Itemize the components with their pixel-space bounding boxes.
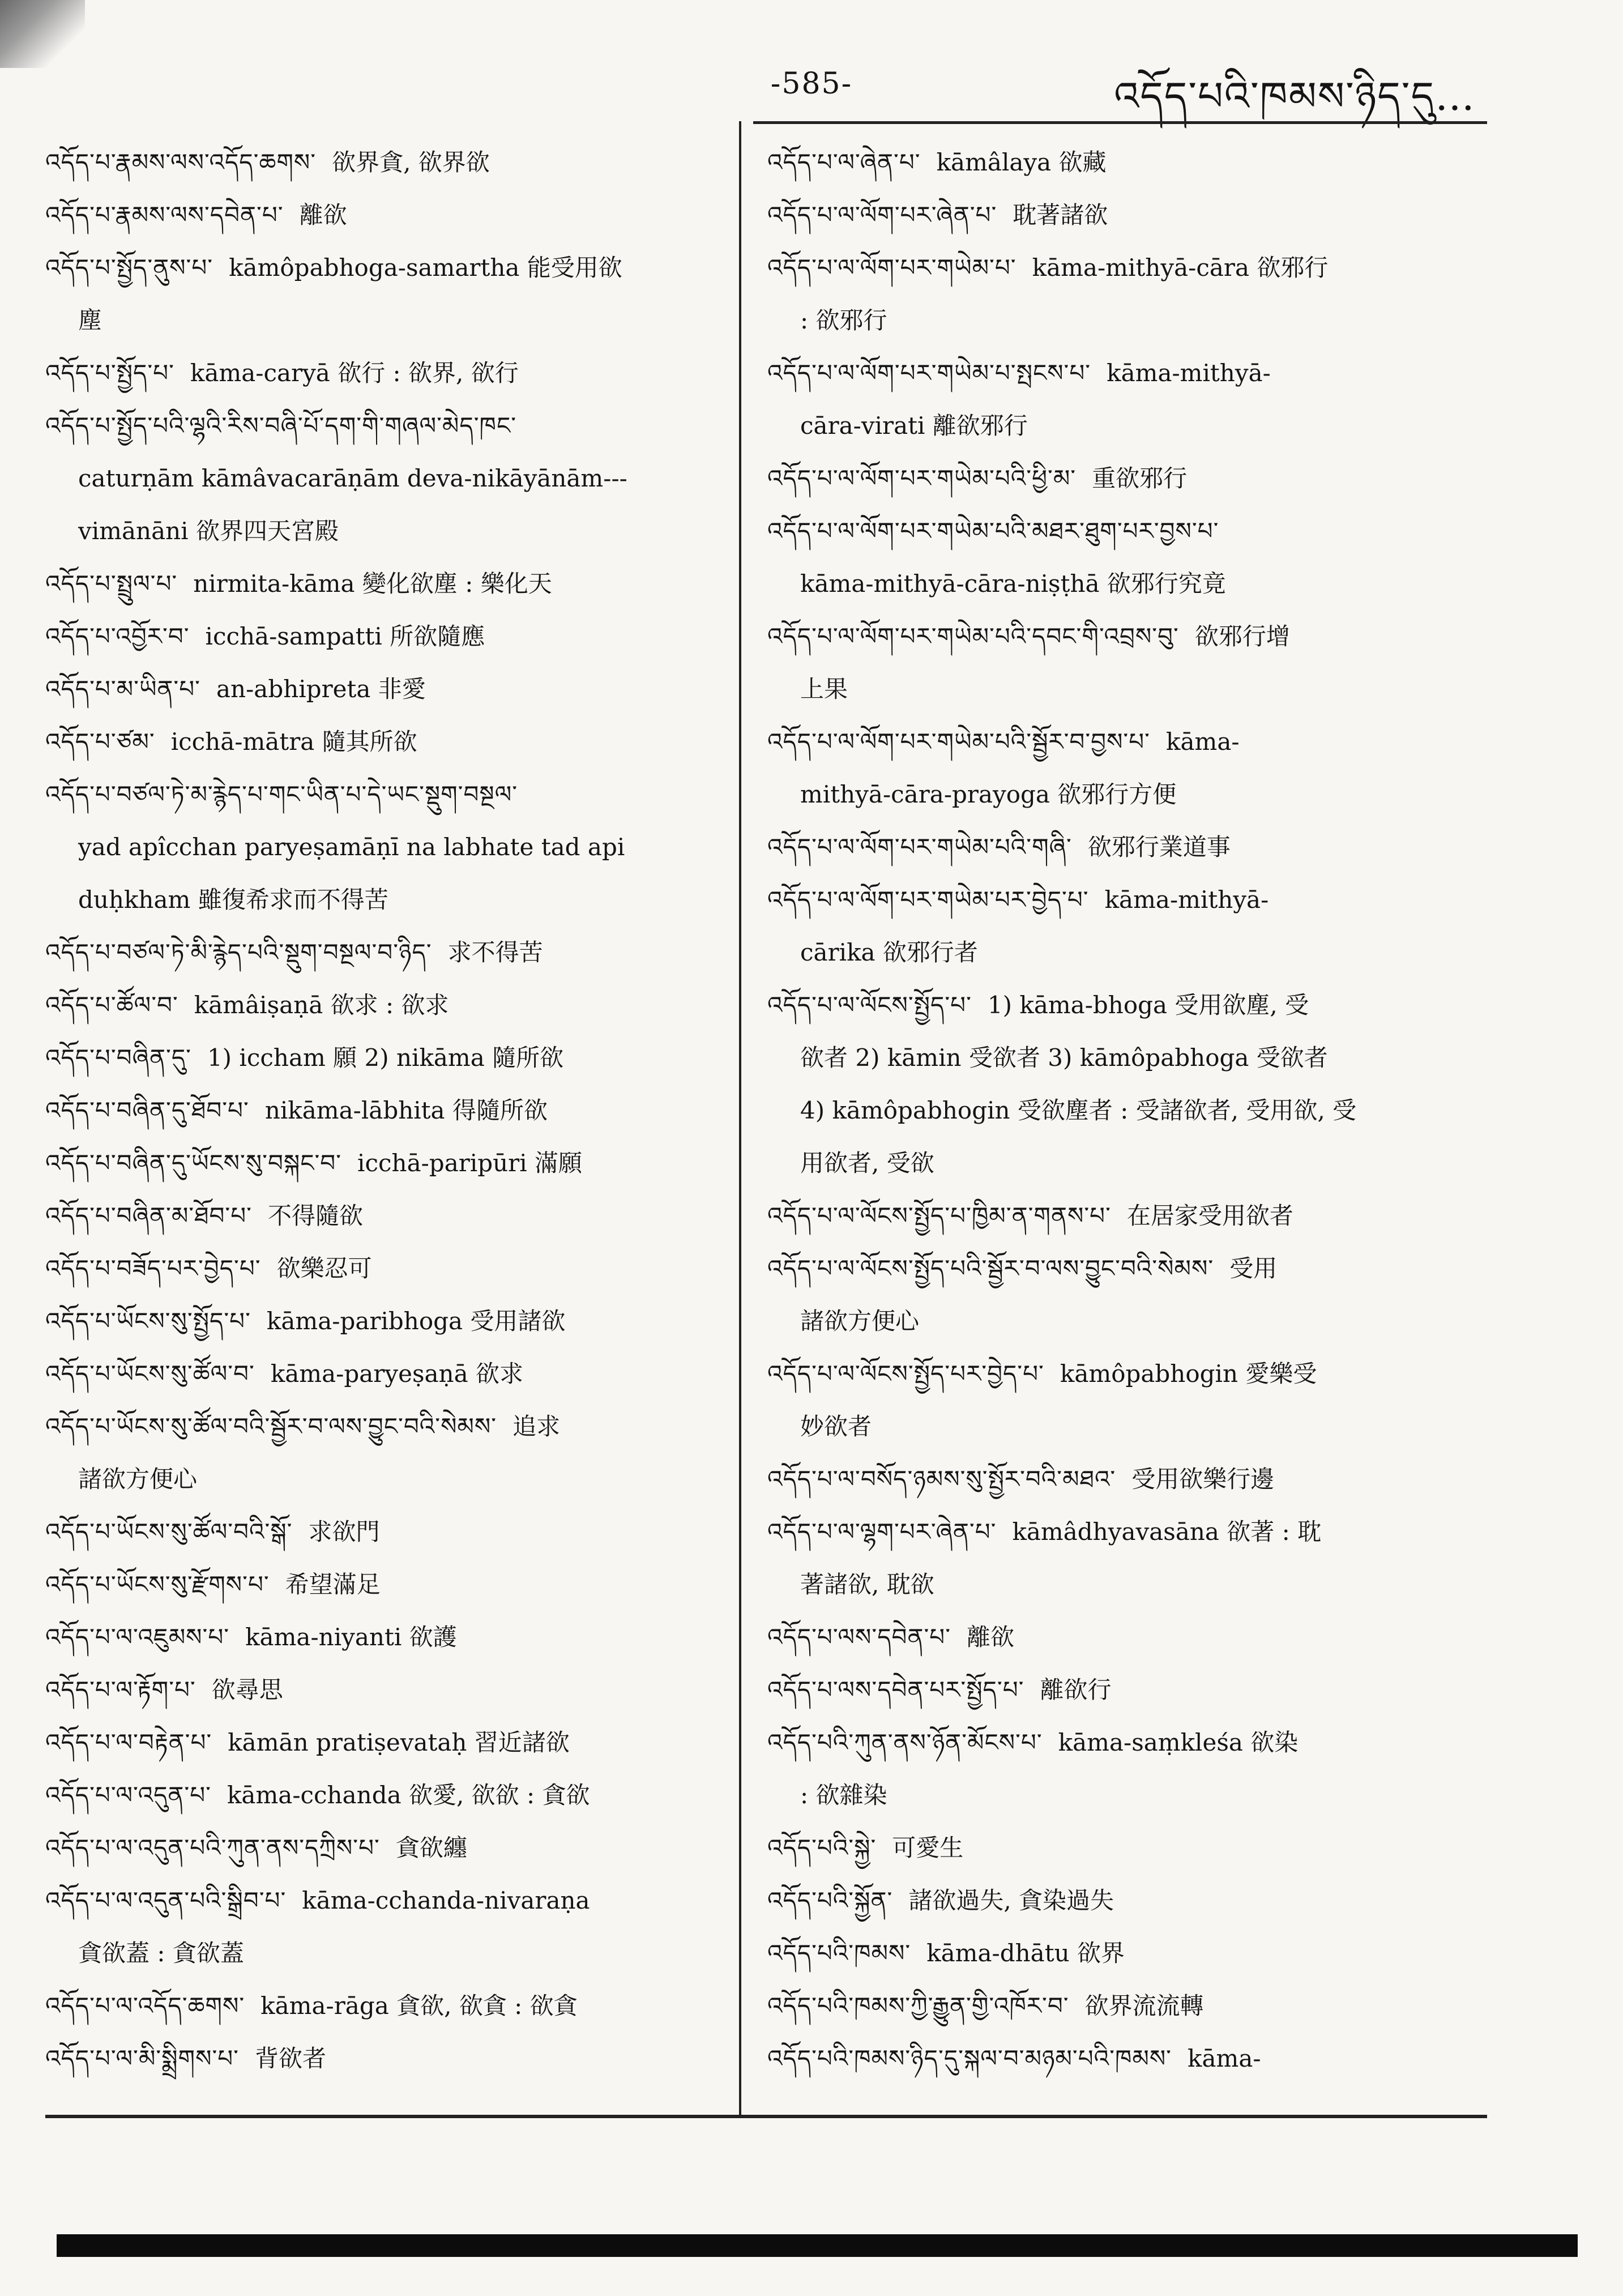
dictionary-entry — [45, 136, 725, 189]
dictionary-entry — [45, 1611, 725, 1663]
tibetan-headword: འདོད་པ་ལས་དབེན་པ་ — [767, 1623, 951, 1651]
dictionary-entry — [767, 1242, 1464, 1295]
entry-definition: icchā-paripūri 滿願 — [357, 1149, 583, 1177]
entry-definition: 求不得苦 — [447, 938, 543, 966]
tibetan-headword: འདོད་པ་བཟོད་པར་བྱེད་པ་ — [45, 1254, 261, 1282]
dictionary-entry — [45, 1400, 725, 1453]
entry-continuation-line — [767, 294, 1464, 347]
dictionary-entry — [45, 1716, 725, 1769]
dictionary-entry — [767, 873, 1464, 926]
tibetan-headword: འདོད་པ་ཡོངས་སུ་ཚོལ་བ་ — [45, 1360, 255, 1388]
tibetan-headword: འདོད་པའི་ཁམས་ཉིད་དུ་སྐལ་བ་མཉམ་པའི་ཁམས་ — [767, 2045, 1172, 2072]
tibetan-headword: འདོད་པའི་ཁམས་ — [767, 1939, 911, 1967]
tibetan-headword: འདོད་པ་སྤྲུལ་པ་ — [45, 570, 178, 598]
dictionary-entry — [767, 1505, 1464, 1558]
entry-definition: kāma-dhātu 欲界 — [926, 1939, 1125, 1967]
dictionary-entry — [45, 1031, 725, 1084]
tibetan-headword: འདོད་པ་ལ་ལོངས་སྤྱོད་པའི་སྦྱོར་བ་ལས་བྱུང་བའི་སེམས་ — [767, 1254, 1214, 1282]
dictionary-entry — [767, 189, 1464, 241]
dictionary-entry — [767, 715, 1464, 768]
tibetan-headword: འདོད་པ་བཞིན་དུ་ — [45, 1044, 191, 1072]
tibetan-headword: འདོད་པ་ལ་ལོངས་སྤྱོད་པར་བྱེད་པ་ — [767, 1360, 1044, 1388]
header-rule — [753, 121, 1487, 124]
dictionary-entry — [45, 1874, 725, 1927]
entry-definition: kāma-paribhoga 受用諸欲 — [266, 1307, 566, 1335]
entry-definition: an-abhipreta 非愛 — [216, 675, 426, 703]
dictionary-entry — [45, 926, 725, 979]
tibetan-headword: འདོད་པ་བཞིན་དུ་ཡོངས་སུ་བསྐང་བ་ — [45, 1149, 342, 1177]
dictionary-entry — [767, 610, 1464, 663]
dictionary-entry — [767, 1611, 1464, 1663]
tibetan-headword: འདོད་པ་ལ་བསོད་ཉམས་སུ་སྤྱོར་བའི་མཐའ་ — [767, 1465, 1116, 1493]
tibetan-headword: འདོད་པའི་སྐྱེ་ — [767, 1834, 877, 1862]
entry-definition: 欲界流流轉 — [1084, 1992, 1204, 2020]
dictionary-entry — [767, 505, 1464, 557]
dictionary-entry — [767, 1979, 1464, 2032]
entry-definition: : 欲邪行 — [800, 306, 887, 334]
entry-definition: kāma- — [1188, 2045, 1261, 2072]
entry-definition: caturṇām kāmâvacarāṇām deva-nikāyānām--- — [78, 464, 627, 492]
entry-continuation-line — [767, 1031, 1464, 1084]
running-head: འདོད་པའི་ཁམས་ཉིད་དུ… — [1114, 73, 1476, 120]
tibetan-headword: འདོད་པ་མ་ཡིན་པ་ — [45, 675, 200, 703]
entry-definition: : 欲雜染 — [800, 1781, 887, 1809]
entry-continuation-line — [767, 1769, 1464, 1821]
tibetan-headword: འདོད་པ་ལ་ལོངས་སྤྱོད་པ་ཁྱིམ་ན་གནས་པ་ — [767, 1202, 1111, 1230]
entry-continuation-line — [45, 873, 725, 926]
entry-definition: 貪欲纏 — [395, 1834, 467, 1862]
entry-definition: 欲邪行業道事 — [1087, 833, 1231, 861]
dictionary-entry — [45, 1821, 725, 1874]
entry-definition: 欲邪行增 — [1194, 622, 1290, 650]
entry-definition: 在居家受用欲者 — [1126, 1202, 1293, 1230]
tibetan-headword: འདོད་པ་ལ་ལོག་པར་གཡེམ་པའི་སྦྱོར་བ་བྱས་པ་ — [767, 728, 1150, 756]
entry-definition: 上果 — [800, 675, 848, 703]
scan-shadow — [0, 0, 85, 68]
entry-definition: nirmita-kāma 變化欲塵 : 樂化天 — [193, 570, 552, 598]
dictionary-entry — [45, 1295, 725, 1347]
dictionary-entry — [45, 1137, 725, 1189]
entry-definition: 欲界貪, 欲界欲 — [332, 148, 490, 176]
entry-definition: 離欲 — [299, 201, 347, 229]
entry-definition: kāma-cchanda 欲愛, 欲欲 : 貪欲 — [227, 1781, 590, 1809]
entry-definition: kāma-paryeṣaṇā 欲求 — [270, 1360, 523, 1388]
tibetan-headword: འདོད་པ་ལ་ཞེན་པ་ — [767, 148, 921, 176]
dictionary-entry — [767, 821, 1464, 873]
entry-definition: 受用欲樂行邊 — [1131, 1465, 1275, 1493]
dictionary-entry — [767, 2032, 1464, 2085]
dictionary-entry — [767, 1927, 1464, 1979]
entry-definition: 可愛生 — [892, 1834, 964, 1862]
entry-continuation-line — [767, 663, 1464, 715]
tibetan-headword: འདོད་པ་ལ་ལོག་པར་གཡེམ་པ་ — [767, 254, 1016, 281]
dictionary-entry — [767, 1453, 1464, 1505]
dictionary-entry — [45, 241, 725, 294]
dictionary-entry — [45, 1558, 725, 1611]
dictionary-entry — [767, 347, 1464, 399]
entry-definition: 諸欲方便心 — [800, 1307, 920, 1335]
tibetan-headword: འདོད་པ་ལ་ལོག་པར་གཡེམ་པའི་དབང་གི་འབྲས་བུ་ — [767, 622, 1179, 650]
entry-definition: 不得隨欲 — [267, 1202, 363, 1230]
dictionary-entry — [45, 979, 725, 1031]
entry-definition: vimānāni 欲界四天宮殿 — [78, 517, 339, 545]
entry-definition: kāma- — [1166, 728, 1240, 756]
tibetan-headword: འདོད་པ་ལ་ལོག་པར་གཡེམ་པ་སྤངས་པ་ — [767, 359, 1091, 387]
dictionary-entry — [767, 241, 1464, 294]
entry-definition: kāmān pratiṣevataḥ 習近諸欲 — [228, 1729, 570, 1756]
entry-definition: kāma-caryā 欲行 : 欲界, 欲行 — [190, 359, 519, 387]
entry-definition: 欲尋思 — [211, 1676, 283, 1704]
entry-definition: kāma-mithyā-cāra 欲邪行 — [1032, 254, 1329, 281]
tibetan-headword: འདོད་པ་ཡོངས་སུ་ཚོལ་བའི་སྒོ་ — [45, 1518, 293, 1546]
right-column — [767, 136, 1464, 2085]
tibetan-headword: འདོད་པ་ཡོངས་སུ་སྤྱོད་པ་ — [45, 1307, 251, 1335]
entry-definition: 4) kāmôpabhogin 受欲塵者 : 受諸欲者, 受用欲, 受 — [800, 1096, 1357, 1124]
entry-continuation-line — [767, 1558, 1464, 1611]
dictionary-entry — [45, 663, 725, 715]
dictionary-entry — [45, 1769, 725, 1821]
dictionary-entry — [45, 1189, 725, 1242]
dictionary-entry — [767, 979, 1464, 1031]
tibetan-headword: འདོད་པ་ལ་འདུན་པའི་སྒྲིབ་པ་ — [45, 1887, 287, 1914]
entry-continuation-line — [45, 1927, 725, 1979]
entry-continuation-line — [767, 768, 1464, 821]
entry-definition: kāma-mithyā- — [1104, 886, 1269, 914]
tibetan-headword: འདོད་པ་སྤྱོད་པ་ — [45, 359, 174, 387]
entry-definition: yad apîcchan paryeṣamāṇī na labhate tad api — [78, 833, 625, 861]
entry-definition: 著諸欲, 耽欲 — [800, 1571, 934, 1598]
tibetan-headword: འདོད་པ་སྤྱོད་ནུས་པ་ — [45, 254, 213, 281]
entry-definition: icchā-mātra 隨其所欲 — [170, 728, 417, 756]
tibetan-headword: འདོད་པའི་སྐྱོན་ — [767, 1887, 893, 1914]
entry-definition: 追求 — [512, 1412, 561, 1440]
entry-definition: 1) kāma-bhoga 受用欲塵, 受 — [987, 991, 1309, 1019]
entry-definition: 塵 — [78, 306, 102, 334]
entry-definition: kāma-cchanda-nivaraṇa — [302, 1887, 590, 1914]
entry-definition: 欲者 2) kāmin 受欲者 3) kāmôpabhoga 受欲者 — [800, 1044, 1328, 1072]
entry-definition: kāmâdhyavasāna 欲著 : 耽 — [1012, 1518, 1322, 1546]
entry-continuation-line — [767, 1295, 1464, 1347]
dictionary-entry — [45, 399, 725, 452]
entry-definition: 重欲邪行 — [1092, 464, 1188, 492]
tibetan-headword: འདོད་པ་ལས་དབེན་པར་སྤྱོད་པ་ — [767, 1676, 1024, 1704]
dictionary-entry — [45, 189, 725, 241]
dictionary-entry — [45, 1347, 725, 1400]
dictionary-entry — [45, 1084, 725, 1137]
tibetan-headword: འདོད་པའི་ཀུན་ནས་ཉོན་མོངས་པ་ — [767, 1729, 1043, 1756]
entry-continuation-line — [767, 1084, 1464, 1137]
tibetan-headword: འདོད་པ་ཡོངས་སུ་ཚོལ་བའི་སྦྱོར་བ་ལས་བྱུང་བའི་སེམས་ — [45, 1412, 497, 1440]
entry-continuation-line — [767, 557, 1464, 610]
tibetan-headword: འདོད་པའི་ཁམས་ཀྱི་རྒྱུན་གྱི་འཁོར་བ་ — [767, 1992, 1069, 2020]
entry-definition: icchā-sampatti 所欲隨應 — [205, 622, 485, 650]
tibetan-headword: འདོད་པ་ལ་ལོག་པར་གཡེམ་པའི་ཕྱི་མ་ — [767, 464, 1077, 492]
entry-continuation-line — [767, 1400, 1464, 1453]
entry-definition: 用欲者, 受欲 — [800, 1149, 934, 1177]
left-column — [45, 136, 725, 2085]
tibetan-headword: འདོད་པ་ལ་མི་སྨྲིགས་པ་ — [45, 2045, 240, 2072]
tibetan-headword: འདོད་པ་བཙལ་ཏེ་མི་རྙེད་པའི་སྡུག་བསྔལ་བ་ཉིད་ — [45, 938, 432, 966]
entry-definition: 妙欲者 — [800, 1412, 872, 1440]
dictionary-entry — [45, 557, 725, 610]
tibetan-headword: འདོད་པ་ལ་རྟོག་པ་ — [45, 1676, 196, 1704]
dictionary-entry — [767, 1821, 1464, 1874]
entry-definition: 1) iccham 願 2) nikāma 隨所欲 — [207, 1044, 564, 1072]
entry-definition: 希望滿足 — [285, 1571, 381, 1598]
dictionary-entry — [767, 452, 1464, 505]
footer-rule — [45, 2115, 1487, 2118]
entry-definition: mithyā-cāra-prayoga 欲邪行方便 — [800, 780, 1177, 808]
entry-continuation-line — [767, 926, 1464, 979]
entry-definition: 背欲者 — [255, 2045, 327, 2072]
tibetan-headword: འདོད་པ་བཙལ་ཏེ་མ་རྙེད་པ་གང་ཡིན་པ་དེ་ཡང་སྡུག་བསྔལ་ — [45, 780, 518, 808]
entry-definition: duḥkham 雖復希求而不得苦 — [78, 886, 388, 914]
entry-definition: kāmâlaya 欲藏 — [936, 148, 1107, 176]
tibetan-headword: འདོད་པ་ལ་ལོག་པར་གཡེམ་པའི་གཞི་ — [767, 833, 1072, 861]
entry-definition: 受用 — [1229, 1254, 1278, 1282]
entry-definition: 離欲行 — [1040, 1676, 1112, 1704]
scan-edge-bar — [57, 2234, 1578, 2257]
tibetan-headword: འདོད་པ་རྣམས་ལས་འདོད་ཆགས་ — [45, 148, 317, 176]
dictionary-entry — [767, 1189, 1464, 1242]
entry-continuation-line — [45, 452, 725, 505]
dictionary-entry — [45, 610, 725, 663]
dictionary-entry — [767, 1347, 1464, 1400]
tibetan-headword: འདོད་པ་བཞིན་མ་ཐོབ་པ་ — [45, 1202, 252, 1230]
entry-continuation-line — [45, 1453, 725, 1505]
entry-definition: kāma-mithyā-cāra-niṣṭhā 欲邪行究竟 — [800, 570, 1226, 598]
tibetan-headword: འདོད་པ་ཡོངས་སུ་རྫོགས་པ་ — [45, 1571, 270, 1598]
entry-definition: 諸欲方便心 — [78, 1465, 198, 1493]
dictionary-entry — [767, 1663, 1464, 1716]
entry-definition: kāma-rāga 貪欲, 欲貪 : 欲貪 — [260, 1992, 578, 2020]
column-divider — [739, 121, 741, 2115]
entry-continuation-line — [45, 821, 725, 873]
entry-definition: kāmôpabhogin 愛樂受 — [1060, 1360, 1317, 1388]
tibetan-headword: འདོད་པ་ཚོལ་བ་ — [45, 991, 178, 1019]
entry-definition: kāma-mithyā- — [1107, 359, 1271, 387]
entry-definition: kāmâiṣaṇā 欲求 : 欲求 — [194, 991, 449, 1019]
entry-definition: 欲樂忍可 — [276, 1254, 372, 1282]
entry-definition: kāma-saṃkleśa 欲染 — [1058, 1729, 1299, 1756]
tibetan-headword: འདོད་པ་འབྱོར་བ་ — [45, 622, 190, 650]
dictionary-entry — [45, 1242, 725, 1295]
dictionary-entry — [45, 1663, 725, 1716]
entry-definition: 耽著諸欲 — [1013, 201, 1108, 229]
tibetan-headword: འདོད་པ་ལ་འདུན་པའི་ཀུན་ནས་དཀྲིས་པ་ — [45, 1834, 380, 1862]
dictionary-entry — [45, 1505, 725, 1558]
dictionary-entry — [767, 1716, 1464, 1769]
dictionary-entry — [45, 347, 725, 399]
entry-definition: 離欲 — [967, 1623, 1015, 1651]
entry-definition: kāmôpabhoga-samartha 能受用欲 — [229, 254, 622, 281]
tibetan-headword: འདོད་པ་ལ་འདུན་པ་ — [45, 1781, 211, 1809]
tibetan-headword: འདོད་པ་ལ་ལྷག་པར་ཞེན་པ་ — [767, 1518, 997, 1546]
entry-definition: kāma-niyanti 欲護 — [245, 1623, 457, 1651]
dictionary-entry — [767, 1874, 1464, 1927]
tibetan-headword: འདོད་པ་ལ་ལོངས་སྤྱོད་པ་ — [767, 991, 972, 1019]
entry-definition: 貪欲蓋 : 貪欲蓋 — [78, 1939, 244, 1967]
dictionary-entry — [45, 1979, 725, 2032]
tibetan-headword: འདོད་པ་རྣམས་ལས་དབེན་པ་ — [45, 201, 284, 229]
dictionary-entry — [45, 715, 725, 768]
entry-continuation-line — [45, 294, 725, 347]
dictionary-entry — [45, 2032, 725, 2085]
entry-definition: 求欲門 — [308, 1518, 380, 1546]
tibetan-headword: འདོད་པ་ལ་ལོག་པར་གཡེམ་པའི་མཐར་ཐུག་པར་བྱས་པ་ — [767, 517, 1219, 545]
entry-continuation-line — [767, 399, 1464, 452]
tibetan-headword: འདོད་པ་ཙམ་ — [45, 728, 155, 756]
page-number: -585- — [770, 67, 853, 101]
tibetan-headword: འདོད་པ་བཞིན་དུ་ཐོབ་པ་ — [45, 1096, 249, 1124]
tibetan-headword: འདོད་པ་ལ་བརྟེན་པ་ — [45, 1729, 212, 1756]
tibetan-headword: འདོད་པ་ལ་འཇུམས་པ་ — [45, 1623, 230, 1651]
dictionary-entry — [45, 768, 725, 821]
tibetan-headword: འདོད་པ་ལ་ལོག་པར་ཞེན་པ་ — [767, 201, 997, 229]
entry-definition: cāra-virati 離欲邪行 — [800, 412, 1028, 439]
tibetan-headword: འདོད་པ་ལ་འདོད་ཆགས་ — [45, 1992, 245, 2020]
entry-definition: 諸欲過失, 貪染過失 — [908, 1887, 1114, 1914]
tibetan-headword: འདོད་པ་ལ་ལོག་པར་གཡེམ་པར་བྱེད་པ་ — [767, 886, 1089, 914]
entry-continuation-line — [767, 1137, 1464, 1189]
dictionary-entry — [767, 136, 1464, 189]
entry-definition: cārika 欲邪行者 — [800, 938, 978, 966]
entry-continuation-line — [45, 505, 725, 557]
entry-definition: nikāma-lābhita 得隨所欲 — [264, 1096, 548, 1124]
tibetan-headword: འདོད་པ་སྤྱོད་པའི་ལྷའི་རིས་བཞི་པོ་དག་གི་གཞལ་མེད་ཁང་ — [45, 412, 517, 439]
